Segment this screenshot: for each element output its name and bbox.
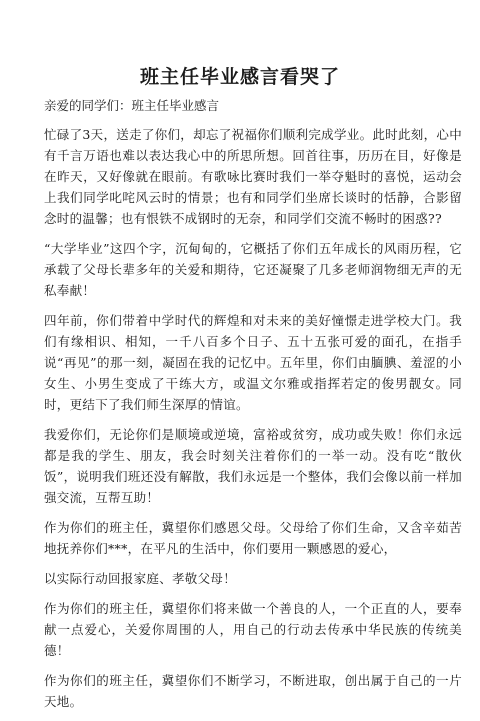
document-title: 班主任毕业感言看哭了: [139, 66, 340, 88]
document-body: [44, 95, 462, 721]
paragraph-1: 忙碌了3天，送走了你们，却忘了祝福你们顺利完成学业。此时此刻，心中有千言万语也难以表达我心中的所思所想。回首往事，历历在目，好像是在昨天，又好像就在眼前。有歌咏比赛时我们一举夺魁时的喜悦，运动会上我们同学叱咤风云时的情景；也有和同学们坐席长谈时的恬静，合影留念时的温馨；也有恨铁不成钢时的无奈，和同学们交流不畅时的困惑??: [44, 127, 462, 226]
paragraph-3: 四年前，你们带着中学时代的辉煌和对未来的美好憧憬走进学校大门。我们有缘相识、相知，一千八百多个日子、五十五张可爱的面孔，在指手说“再见”的那一刻，凝固在我的记忆中。五年里，你们由腼腆、羞涩的小女生、小男生变成了干练大方，或温文尔雅或指挥若定的俊男靓女。同时，更结下了我们师生深厚的情谊。: [44, 313, 462, 412]
paragraph-7: 作为你们的班主任，冀望你们将来做一个善良的人，一个正直的人，要奉献一点爱心，关爱你周围的人，用自己的行动去传承中华民族的传统美德！: [44, 601, 462, 658]
paragraph-5: 作为你们的班主任，冀望你们感恩父母。父母给了你们生命，又含辛茹苦地抚养你们***，在平凡的生活中，你们要用一颗感恩的爱心，: [44, 520, 462, 556]
greeting-line: 亲爱的同学们：班主任毕业感言: [44, 98, 220, 113]
paragraph-8: 作为你们的班主任，冀望你们不断学习，不断进取，创出属于自己的一片天地。: [44, 673, 462, 709]
paragraph-4: 我爱你们，无论你们是顺境或逆境，富裕或贫穷，成功或失败！你们永远都是我的学生、朋友，我会时刻关注着你们的一举一动。没有吃“散伙饭”，说明我们班还没有解散，我们永远是一个整体，我们会像以前一样加强交流，互帮互助！: [44, 427, 462, 505]
paragraph-6: 以实际行动回报家庭、孝敬父母！: [44, 571, 237, 586]
paragraph-2: “大学毕业”这四个字，沉甸甸的，它概括了你们五年成长的风雨历程，它承载了父母长辈多年的关爱和期待，它还凝聚了几多老师润物细无声的无私奉献！: [44, 241, 462, 298]
